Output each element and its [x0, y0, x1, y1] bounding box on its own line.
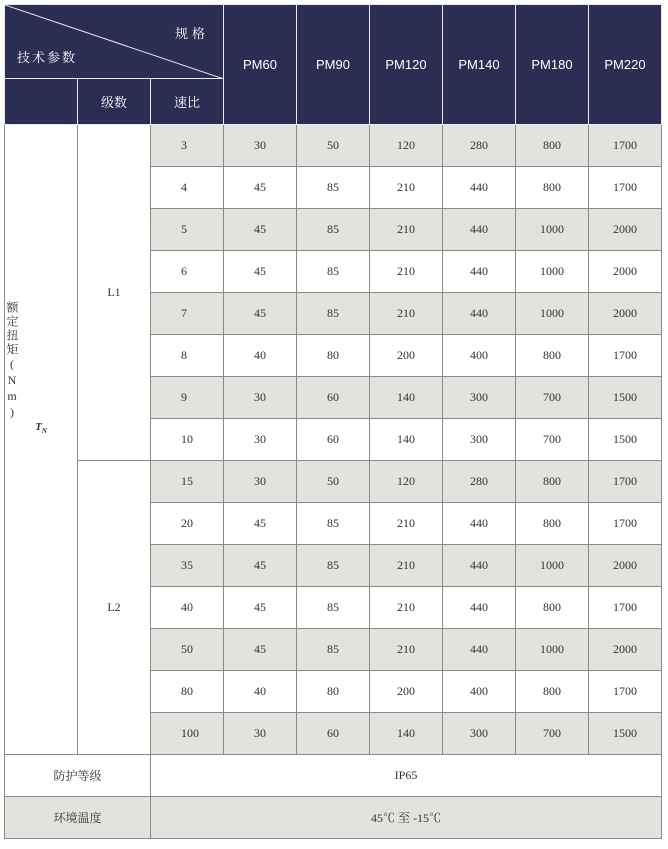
ratio-cell: 15	[151, 461, 224, 503]
torque-value-pm60: 45	[224, 587, 297, 629]
torque-value-pm220: 1700	[589, 461, 662, 503]
torque-value-pm220: 1700	[589, 125, 662, 167]
ratio-cell: 9	[151, 377, 224, 419]
ratio-header: 速比	[151, 79, 224, 125]
temperature-label: 环境温度	[5, 797, 151, 839]
torque-value-pm120: 210	[370, 503, 443, 545]
torque-symbol-letter: T	[35, 421, 42, 433]
torque-value-pm90: 85	[297, 251, 370, 293]
model-header-pm180: PM180	[516, 5, 589, 125]
torque-value-pm60: 40	[224, 671, 297, 713]
temperature-row	[5, 797, 662, 839]
torque-value-pm140: 300	[443, 713, 516, 755]
torque-value-pm90: 60	[297, 419, 370, 461]
torque-value-pm220: 1700	[589, 587, 662, 629]
torque-value-pm90: 85	[297, 629, 370, 671]
param-label: 技术参数	[17, 50, 78, 65]
torque-value-pm180: 800	[516, 167, 589, 209]
torque-value-pm90: 85	[297, 293, 370, 335]
ratio-cell: 6	[151, 251, 224, 293]
ratio-cell: 5	[151, 209, 224, 251]
torque-symbol	[5, 421, 77, 435]
torque-value-pm120: 120	[370, 461, 443, 503]
torque-value-pm180: 1000	[516, 209, 589, 251]
table-row	[5, 461, 662, 503]
model-header-pm140: PM140	[443, 5, 516, 125]
ratio-cell: 80	[151, 671, 224, 713]
diagonal-line	[5, 5, 224, 79]
torque-value-pm90: 85	[297, 587, 370, 629]
torque-value-pm90: 80	[297, 671, 370, 713]
torque-value-pm140: 440	[443, 251, 516, 293]
torque-value-pm60: 30	[224, 713, 297, 755]
torque-value-pm180: 800	[516, 503, 589, 545]
protection-row	[5, 755, 662, 797]
torque-value-pm120: 200	[370, 671, 443, 713]
torque-value-pm140: 440	[443, 293, 516, 335]
torque-value-pm180: 700	[516, 419, 589, 461]
ratio-cell: 35	[151, 545, 224, 587]
ratio-cell: 4	[151, 167, 224, 209]
torque-value-pm140: 400	[443, 335, 516, 377]
torque-value-pm90: 60	[297, 713, 370, 755]
torque-value-pm120: 120	[370, 125, 443, 167]
torque-value-pm60: 40	[224, 335, 297, 377]
torque-value-pm120: 140	[370, 419, 443, 461]
torque-label-cell	[5, 125, 78, 755]
protection-value: IP65	[151, 755, 662, 797]
ratio-cell: 10	[151, 419, 224, 461]
torque-value-pm220: 2000	[589, 629, 662, 671]
ratio-cell: 20	[151, 503, 224, 545]
torque-value-pm60: 45	[224, 629, 297, 671]
torque-value-pm220: 1500	[589, 377, 662, 419]
ratio-cell: 50	[151, 629, 224, 671]
torque-value-pm140: 440	[443, 167, 516, 209]
model-header-pm120: PM120	[370, 5, 443, 125]
torque-value-pm180: 700	[516, 377, 589, 419]
torque-value-pm90: 60	[297, 377, 370, 419]
torque-value-pm60: 45	[224, 209, 297, 251]
model-header-pm220: PM220	[589, 5, 662, 125]
torque-value-pm60: 30	[224, 461, 297, 503]
torque-value-pm180: 800	[516, 671, 589, 713]
torque-value-pm220: 2000	[589, 209, 662, 251]
torque-value-pm180: 800	[516, 461, 589, 503]
torque-value-pm180: 1000	[516, 629, 589, 671]
torque-value-pm60: 45	[224, 167, 297, 209]
torque-value-pm140: 440	[443, 545, 516, 587]
torque-value-pm60: 45	[224, 545, 297, 587]
stage-header: 级数	[78, 79, 151, 125]
torque-symbol-sub: N	[41, 427, 47, 436]
torque-value-pm60: 30	[224, 419, 297, 461]
torque-value-pm60: 30	[224, 125, 297, 167]
torque-value-pm180: 1000	[516, 251, 589, 293]
torque-value-pm120: 140	[370, 713, 443, 755]
torque-value-pm60: 45	[224, 251, 297, 293]
torque-value-pm120: 210	[370, 167, 443, 209]
torque-value-pm140: 440	[443, 587, 516, 629]
torque-value-pm220: 2000	[589, 251, 662, 293]
torque-value-pm90: 85	[297, 545, 370, 587]
torque-value-pm180: 800	[516, 335, 589, 377]
torque-value-pm60: 45	[224, 293, 297, 335]
torque-value-pm220: 1700	[589, 503, 662, 545]
torque-value-pm90: 80	[297, 335, 370, 377]
torque-value-pm120: 200	[370, 335, 443, 377]
temperature-value: 45℃ 至 -15℃	[151, 797, 662, 839]
table-row	[5, 125, 662, 167]
header-blank-cell	[5, 79, 78, 125]
torque-label: 额定扭矩(Nm)	[5, 301, 19, 421]
torque-value-pm220: 1700	[589, 167, 662, 209]
torque-value-pm220: 1500	[589, 713, 662, 755]
ratio-cell: 3	[151, 125, 224, 167]
torque-value-pm90: 85	[297, 503, 370, 545]
torque-value-pm220: 1500	[589, 419, 662, 461]
torque-value-pm120: 210	[370, 251, 443, 293]
spec-table-body	[5, 5, 662, 839]
torque-value-pm180: 800	[516, 587, 589, 629]
torque-value-pm120: 140	[370, 377, 443, 419]
torque-value-pm220: 2000	[589, 293, 662, 335]
header-diagonal-cell	[5, 5, 224, 79]
ratio-cell: 40	[151, 587, 224, 629]
torque-value-pm140: 400	[443, 671, 516, 713]
stage-cell-l1: L1	[78, 125, 151, 461]
torque-value-pm140: 280	[443, 125, 516, 167]
torque-value-pm220: 1700	[589, 671, 662, 713]
torque-value-pm120: 210	[370, 587, 443, 629]
torque-value-pm120: 210	[370, 209, 443, 251]
spec-table	[4, 4, 662, 839]
ratio-cell: 100	[151, 713, 224, 755]
protection-label: 防护等级	[5, 755, 151, 797]
torque-value-pm180: 800	[516, 125, 589, 167]
torque-value-pm90: 85	[297, 209, 370, 251]
torque-value-pm180: 1000	[516, 293, 589, 335]
torque-value-pm90: 50	[297, 461, 370, 503]
torque-value-pm120: 210	[370, 629, 443, 671]
torque-value-pm180: 700	[516, 713, 589, 755]
torque-value-pm140: 300	[443, 377, 516, 419]
ratio-cell: 7	[151, 293, 224, 335]
torque-value-pm140: 440	[443, 503, 516, 545]
spec-label: 规格	[174, 26, 209, 41]
torque-value-pm140: 440	[443, 209, 516, 251]
torque-value-pm180: 1000	[516, 545, 589, 587]
torque-value-pm220: 1700	[589, 335, 662, 377]
torque-value-pm140: 300	[443, 419, 516, 461]
torque-value-pm90: 50	[297, 125, 370, 167]
torque-value-pm140: 440	[443, 629, 516, 671]
torque-value-pm90: 85	[297, 167, 370, 209]
torque-value-pm120: 210	[370, 545, 443, 587]
torque-value-pm60: 30	[224, 377, 297, 419]
stage-cell-l2: L2	[78, 461, 151, 755]
model-header-pm60: PM60	[224, 5, 297, 125]
ratio-cell: 8	[151, 335, 224, 377]
torque-value-pm60: 45	[224, 503, 297, 545]
torque-value-pm220: 2000	[589, 545, 662, 587]
header-row-top	[5, 5, 662, 79]
torque-value-pm120: 210	[370, 293, 443, 335]
model-header-pm90: PM90	[297, 5, 370, 125]
torque-value-pm140: 280	[443, 461, 516, 503]
